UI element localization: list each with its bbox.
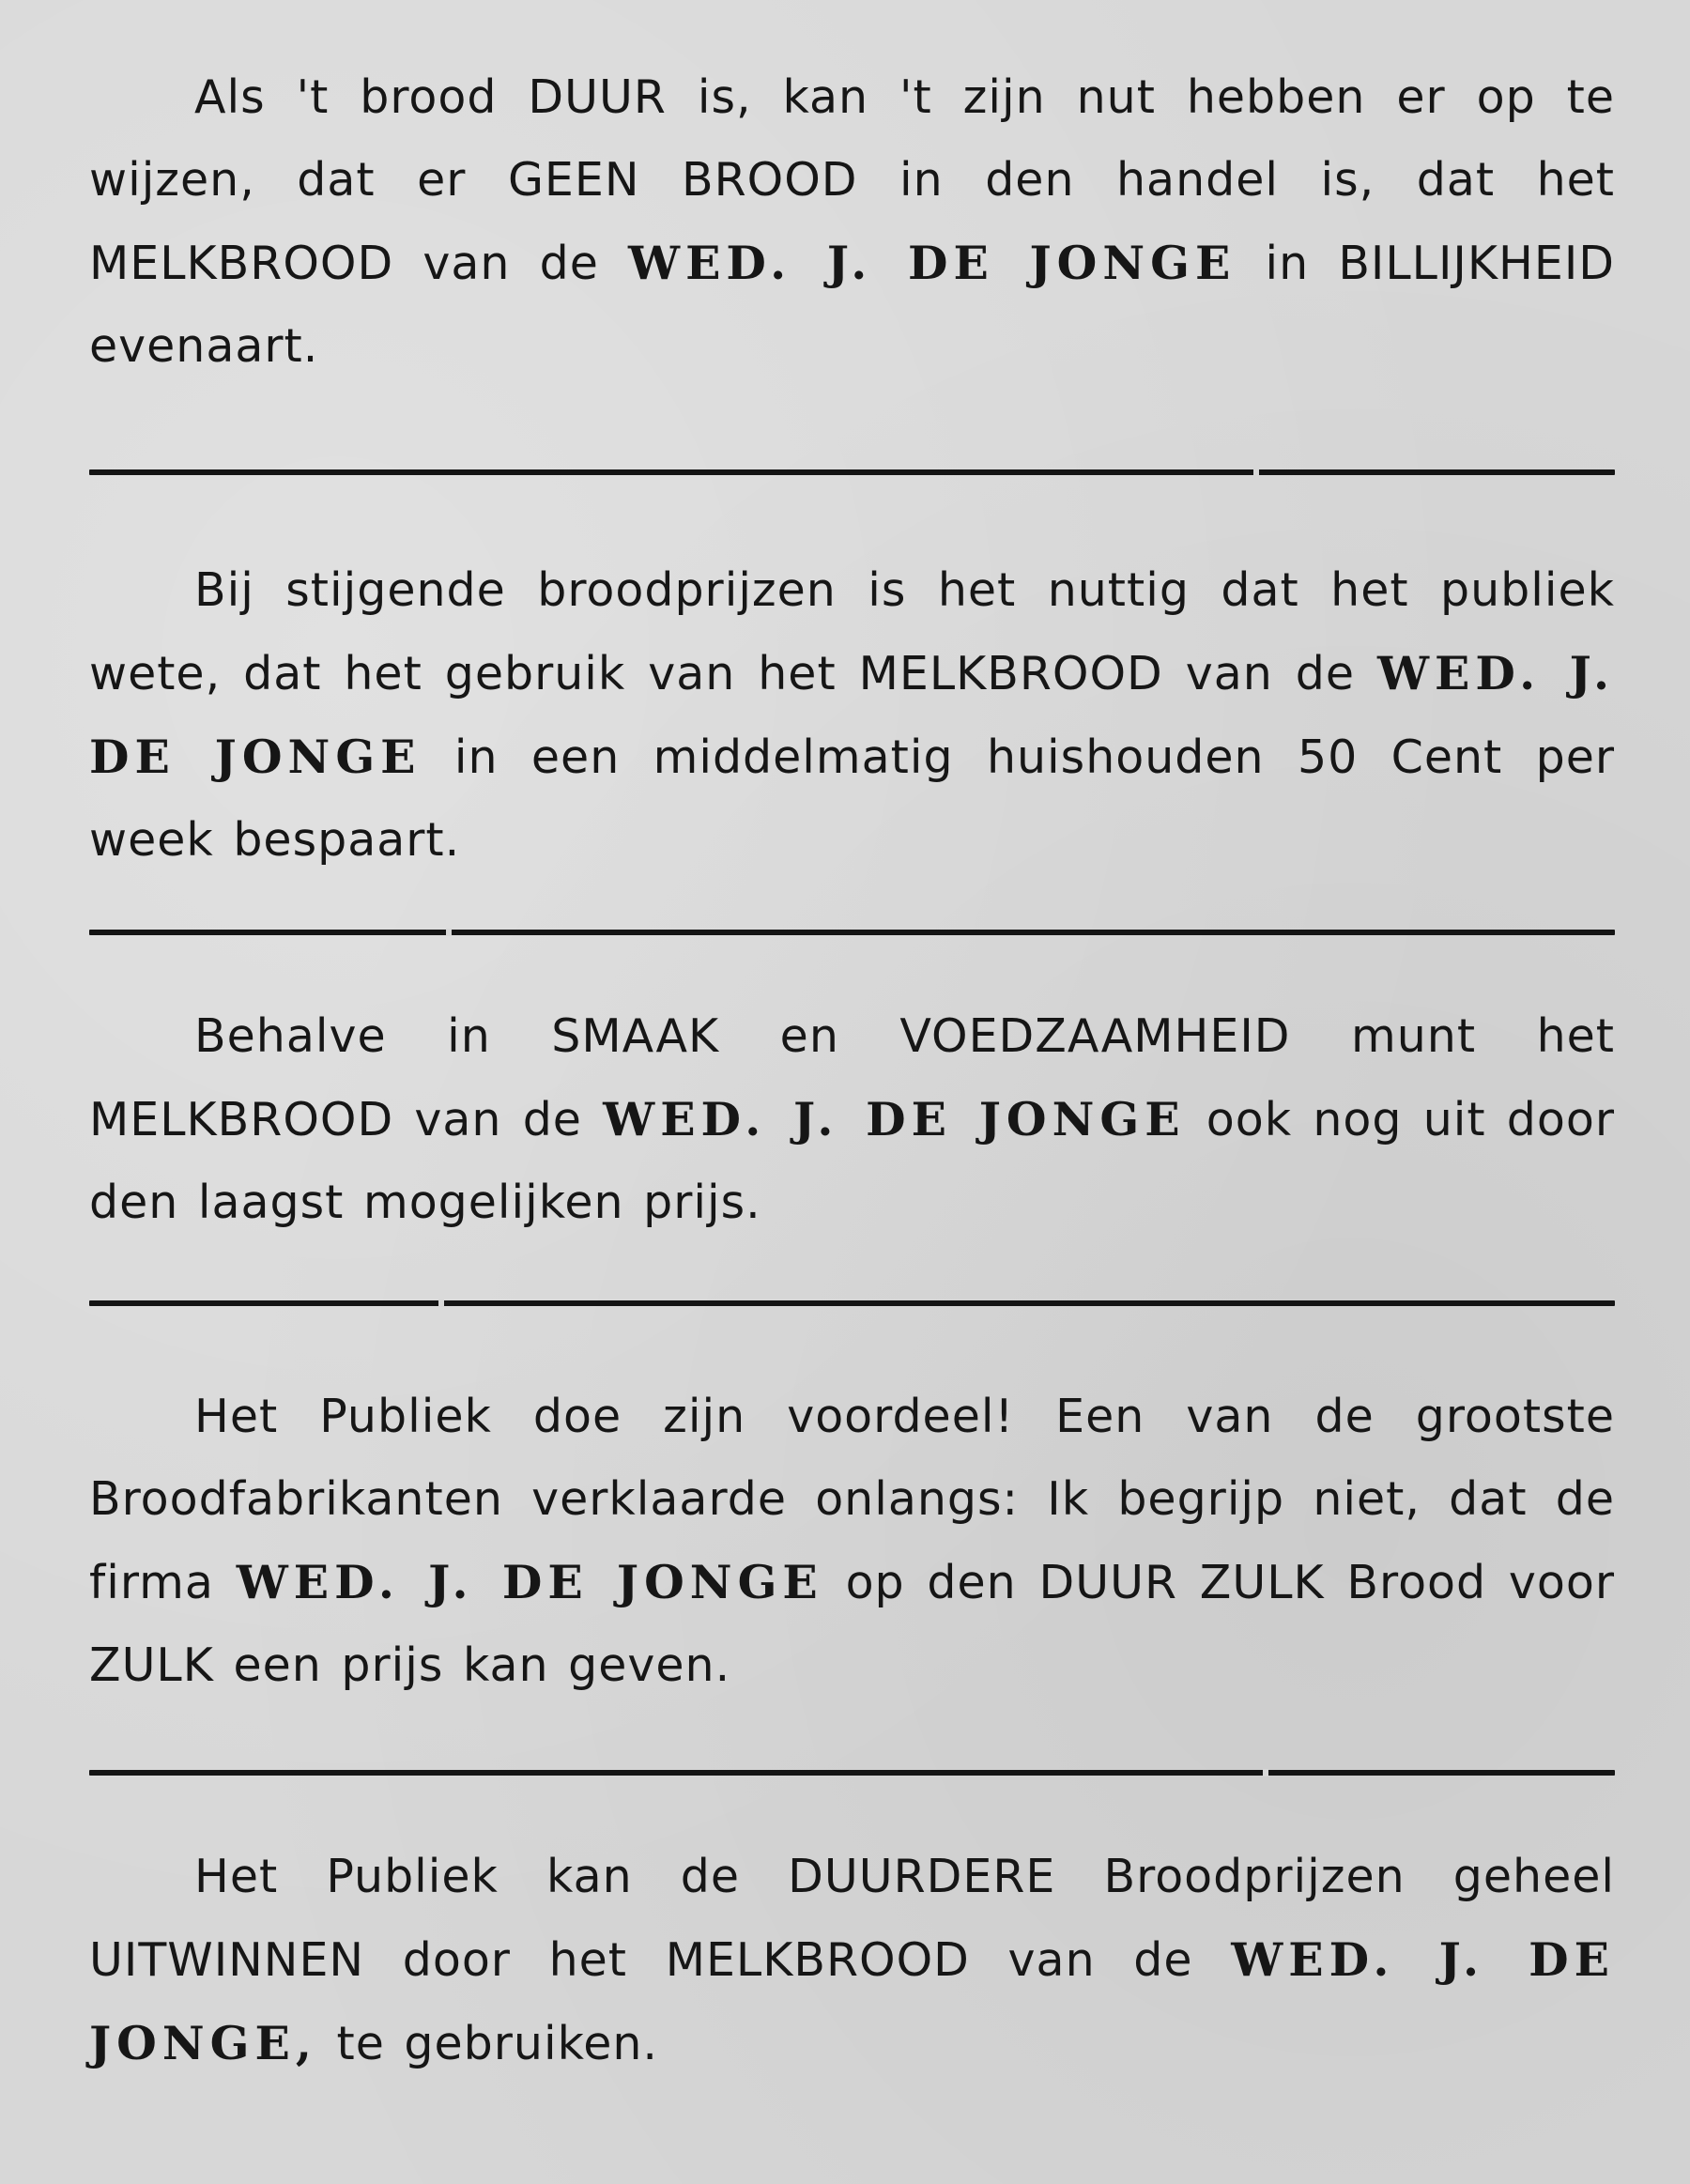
firm-name: WED. J. DE JONGE xyxy=(628,236,1237,290)
paragraph-4-text-b: op den DUUR ZULK Brood voor ZULK een prijs kan geven. xyxy=(89,1556,1616,1692)
firm-name: WED. J. DE JONGE xyxy=(236,1555,823,1609)
paragraph-4 xyxy=(89,1376,1615,1707)
divider-rule-4 xyxy=(89,1770,1615,1776)
firm-name: WED. J. DE JONGE xyxy=(89,646,1616,784)
paragraph-1-text-a: Als 't brood DUUR is, kan 't zijn nut hebben er op te wijzen, dat er GEEN BROOD in den handel is, dat het MELKBROOD van de xyxy=(89,70,1615,290)
paragraph-5-text-b: te gebruiken. xyxy=(336,2017,659,2070)
divider-rule-2 xyxy=(89,930,1615,935)
divider-rule-1 xyxy=(89,469,1615,475)
paragraph-1 xyxy=(89,56,1615,388)
paragraph-2-text-a: Bij stijgende broodprijzen is het nuttig dat het publiek wete, dat het gebruik van het MELKBROOD van de xyxy=(89,563,1615,700)
paragraph-2 xyxy=(89,549,1615,882)
paragraph-3 xyxy=(89,995,1615,1244)
paragraph-1-text-b: in BILLIJKHEID evenaart. xyxy=(89,237,1616,373)
paragraph-4-text-a: Het Publiek doe zijn voordeel! Een van de grootste Broodfabrikanten verklaarde onlangs: Ik begrijp niet, dat de firma xyxy=(89,1390,1615,1609)
paragraph-5-text-a: Het Publiek kan de DUURDERE Broodprijzen geheel UITWINNEN door het MELKBROOD van de xyxy=(89,1850,1615,1987)
paragraph-3-text-a: Behalve in SMAAK en VOEDZAAMHEID munt het MELKBROOD van de xyxy=(89,1009,1615,1146)
divider-rule-3 xyxy=(89,1300,1615,1306)
paragraph-5 xyxy=(89,1836,1615,2085)
paragraph-3-text-b: ook nog uit door den laagst mogelijken prijs. xyxy=(89,1093,1615,1229)
firm-name: WED. J. DE JONGE xyxy=(603,1092,1186,1146)
paragraph-2-text-b: in een middelmatig huishouden 50 Cent per week bespaart. xyxy=(89,731,1616,867)
firm-name: WED. J. DE JONGE, xyxy=(89,1932,1615,2070)
